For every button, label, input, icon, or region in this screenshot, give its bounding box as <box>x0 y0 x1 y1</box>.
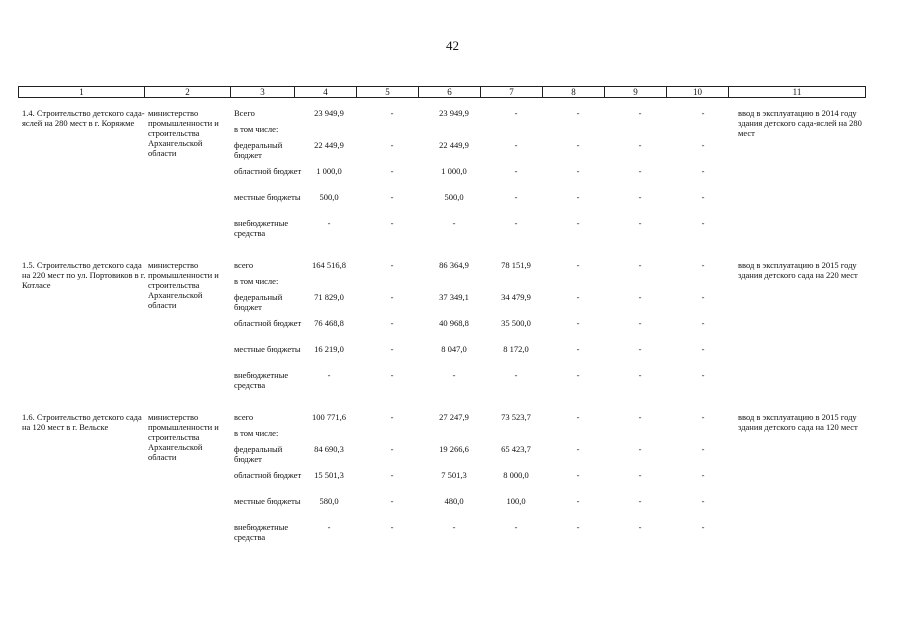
amount-cell-col-5: - <box>390 412 394 422</box>
amount-cell-col-10: - <box>701 166 705 176</box>
amount-cell-col-8: - <box>576 318 580 328</box>
funding-source-label: федеральный бюджет <box>234 292 283 312</box>
funding-row <box>18 166 865 186</box>
amount-cell-col-4: 84 690,3 <box>314 444 344 454</box>
amount-cell-col-6: 22 449,9 <box>439 140 469 150</box>
amount-cell-col-4: 500,0 <box>319 192 339 202</box>
amount-cell-col-4: 100 771,6 <box>312 412 346 422</box>
section-executor: министерство промышленности и строительства Архангельской области <box>148 260 219 310</box>
amount-cell-col-9: - <box>638 292 642 302</box>
header-col-5: 5 <box>357 87 419 98</box>
amount-cell-col-10: - <box>701 370 705 380</box>
amount-cell-col-7: 78 151,9 <box>501 260 531 270</box>
amount-cell-col-5: - <box>390 108 394 118</box>
amount-cell-col-4: 164 516,8 <box>312 260 346 270</box>
section-title: 1.4. Строительство детского сада-яслей на 280 мест в г. Коряжме <box>22 108 145 128</box>
amount-cell-col-9: - <box>638 192 642 202</box>
amount-cell-col-8: - <box>576 192 580 202</box>
funding-source-label: областной бюджет <box>234 166 302 176</box>
funding-source-label: Всего <box>234 108 255 118</box>
header-col-4: 4 <box>295 87 357 98</box>
section-result: ввод в эксплуатацию в 2014 году здания детского сада-яслей на 280 мест <box>738 108 862 138</box>
header-col-11: 11 <box>729 87 866 98</box>
amount-cell-col-4: 76 468,8 <box>314 318 344 328</box>
funding-source-label: в том числе: <box>234 428 279 438</box>
amount-cell-col-7: 73 523,7 <box>501 412 531 422</box>
amount-cell-col-8: - <box>576 140 580 150</box>
amount-cell-col-5: - <box>390 444 394 454</box>
section-title: 1.6. Строительство детского сада на 120 мест в г. Вельске <box>22 412 142 432</box>
amount-cell-col-6: 86 364,9 <box>439 260 469 270</box>
amount-cell-col-7: 8 000,0 <box>503 470 529 480</box>
amount-cell-col-8: - <box>576 292 580 302</box>
amount-cell-col-10: - <box>701 218 705 228</box>
section-executor: министерство промышленности и строительства Архангельской области <box>148 108 219 158</box>
amount-cell-col-10: - <box>701 140 705 150</box>
amount-cell-col-6: 1 000,0 <box>441 166 467 176</box>
amount-cell-col-9: - <box>638 318 642 328</box>
amount-cell-col-4: 22 449,9 <box>314 140 344 150</box>
amount-cell-col-6: - <box>452 218 456 228</box>
amount-cell-col-7: 8 172,0 <box>503 344 529 354</box>
amount-cell-col-5: - <box>390 260 394 270</box>
header-col-10: 10 <box>667 87 729 98</box>
funding-source-label: всего <box>234 260 254 270</box>
amount-cell-col-6: 7 501,3 <box>441 470 467 480</box>
amount-cell-col-4: 23 949,9 <box>314 108 344 118</box>
funding-source-label: местные бюджеты <box>234 496 301 506</box>
amount-cell-col-7: - <box>514 108 518 118</box>
amount-cell-col-5: - <box>390 292 394 302</box>
amount-cell-col-4: 580,0 <box>319 496 339 506</box>
amount-cell-col-9: - <box>638 260 642 270</box>
header-col-6: 6 <box>419 87 481 98</box>
amount-cell-col-8: - <box>576 218 580 228</box>
header-col-1: 1 <box>19 87 145 98</box>
amount-cell-col-4: - <box>327 218 331 228</box>
header-col-2: 2 <box>145 87 231 98</box>
amount-cell-col-4: 15 501,3 <box>314 470 344 480</box>
amount-cell-col-8: - <box>576 260 580 270</box>
funding-row <box>18 522 865 542</box>
amount-cell-col-6: 8 047,0 <box>441 344 467 354</box>
amount-cell-col-10: - <box>701 292 705 302</box>
funding-source-label: внебюджетные средства <box>234 218 289 238</box>
amount-cell-col-7: 100,0 <box>506 496 526 506</box>
amount-cell-col-5: - <box>390 470 394 480</box>
section-executor: министерство промышленности и строительства Архангельской области <box>148 412 219 462</box>
funding-source-label: областной бюджет <box>234 470 302 480</box>
amount-cell-col-10: - <box>701 108 705 118</box>
amount-cell-col-5: - <box>390 218 394 228</box>
amount-cell-col-10: - <box>701 522 705 532</box>
funding-source-label: местные бюджеты <box>234 344 301 354</box>
amount-cell-col-9: - <box>638 522 642 532</box>
amount-cell-col-8: - <box>576 444 580 454</box>
amount-cell-col-4: 16 219,0 <box>314 344 344 354</box>
amount-cell-col-8: - <box>576 166 580 176</box>
section-result: ввод в эксплуатацию в 2015 году здания детского сада на 220 мест <box>738 260 858 280</box>
funding-row <box>18 496 865 516</box>
amount-cell-col-7: - <box>514 166 518 176</box>
amount-cell-col-5: - <box>390 166 394 176</box>
amount-cell-col-9: - <box>638 412 642 422</box>
section-result: ввод в эксплуатацию в 2015 году здания детского сада на 120 мест <box>738 412 858 432</box>
header-col-3: 3 <box>231 87 295 98</box>
amount-cell-col-10: - <box>701 412 705 422</box>
amount-cell-col-9: - <box>638 344 642 354</box>
funding-row <box>18 470 865 490</box>
amount-cell-col-7: 34 479,9 <box>501 292 531 302</box>
funding-source-label: внебюджетные средства <box>234 370 289 390</box>
amount-cell-col-4: 1 000,0 <box>316 166 342 176</box>
amount-cell-col-8: - <box>576 496 580 506</box>
amount-cell-col-5: - <box>390 496 394 506</box>
amount-cell-col-6: 27 247,9 <box>439 412 469 422</box>
amount-cell-col-8: - <box>576 108 580 118</box>
funding-row <box>18 344 865 364</box>
amount-cell-col-8: - <box>576 370 580 380</box>
funding-row <box>18 192 865 212</box>
amount-cell-col-10: - <box>701 470 705 480</box>
amount-cell-col-6: 500,0 <box>444 192 464 202</box>
funding-source-label: в том числе: <box>234 276 279 286</box>
amount-cell-col-7: - <box>514 370 518 380</box>
funding-source-label: областной бюджет <box>234 318 302 328</box>
amount-cell-col-4: 71 829,0 <box>314 292 344 302</box>
amount-cell-col-9: - <box>638 496 642 506</box>
amount-cell-col-5: - <box>390 522 394 532</box>
amount-cell-col-9: - <box>638 444 642 454</box>
amount-cell-col-9: - <box>638 470 642 480</box>
amount-cell-col-10: - <box>701 318 705 328</box>
amount-cell-col-10: - <box>701 260 705 270</box>
amount-cell-col-10: - <box>701 444 705 454</box>
column-number-header <box>18 86 866 98</box>
amount-cell-col-5: - <box>390 192 394 202</box>
amount-cell-col-6: 23 949,9 <box>439 108 469 118</box>
amount-cell-col-9: - <box>638 370 642 380</box>
amount-cell-col-7: - <box>514 140 518 150</box>
amount-cell-col-6: 37 349,1 <box>439 292 469 302</box>
amount-cell-col-4: - <box>327 370 331 380</box>
amount-cell-col-10: - <box>701 192 705 202</box>
section-title: 1.5. Строительство детского сада на 220 мест по ул. Портовиков в г. Котласе <box>22 260 146 290</box>
funding-source-label: федеральный бюджет <box>234 140 283 160</box>
amount-cell-col-8: - <box>576 470 580 480</box>
header-col-8: 8 <box>543 87 605 98</box>
funding-row <box>18 444 865 464</box>
amount-cell-col-7: - <box>514 522 518 532</box>
amount-cell-col-5: - <box>390 344 394 354</box>
funding-row <box>18 140 865 160</box>
amount-cell-col-6: 19 266,6 <box>439 444 469 454</box>
funding-row <box>18 292 865 312</box>
amount-cell-col-5: - <box>390 140 394 150</box>
page-number: 42 <box>446 38 459 53</box>
amount-cell-col-6: - <box>452 370 456 380</box>
amount-cell-col-10: - <box>701 344 705 354</box>
amount-cell-col-7: 35 500,0 <box>501 318 531 328</box>
amount-cell-col-9: - <box>638 166 642 176</box>
funding-source-label: в том числе: <box>234 124 279 134</box>
amount-cell-col-8: - <box>576 344 580 354</box>
amount-cell-col-5: - <box>390 370 394 380</box>
amount-cell-col-6: 40 968,8 <box>439 318 469 328</box>
funding-source-label: внебюджетные средства <box>234 522 289 542</box>
amount-cell-col-6: - <box>452 522 456 532</box>
amount-cell-col-6: 480,0 <box>444 496 464 506</box>
amount-cell-col-8: - <box>576 412 580 422</box>
amount-cell-col-8: - <box>576 522 580 532</box>
amount-cell-col-9: - <box>638 218 642 228</box>
funding-source-label: местные бюджеты <box>234 192 301 202</box>
amount-cell-col-5: - <box>390 318 394 328</box>
amount-cell-col-4: - <box>327 522 331 532</box>
header-col-9: 9 <box>605 87 667 98</box>
funding-source-label: федеральный бюджет <box>234 444 283 464</box>
amount-cell-col-9: - <box>638 140 642 150</box>
funding-row <box>18 370 865 390</box>
amount-cell-col-10: - <box>701 496 705 506</box>
amount-cell-col-7: - <box>514 192 518 202</box>
header-col-7: 7 <box>481 87 543 98</box>
funding-source-label: всего <box>234 412 254 422</box>
amount-cell-col-7: 65 423,7 <box>501 444 531 454</box>
amount-cell-col-9: - <box>638 108 642 118</box>
funding-row <box>18 218 865 238</box>
amount-cell-col-7: - <box>514 218 518 228</box>
funding-row <box>18 318 865 338</box>
